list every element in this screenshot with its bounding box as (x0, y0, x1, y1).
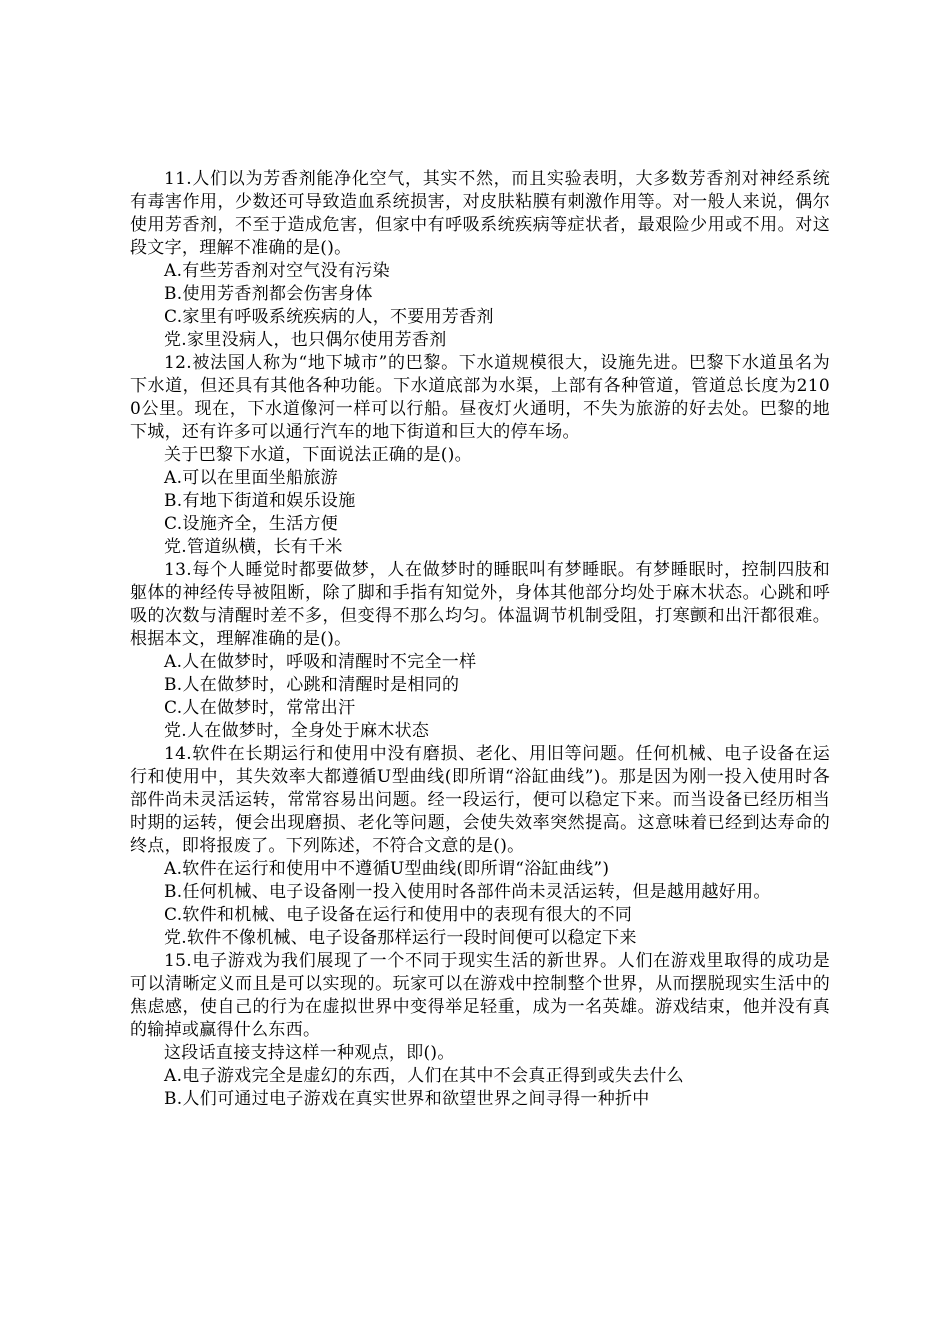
question-14-option-a: A.软件在运行和使用中不遵循U型曲线(即所谓“浴缸曲线”) (164, 859, 610, 879)
question-12-stem: 12.被法国人称为“地下城市”的巴黎。下水道规模很大，设施先进。巴黎下水道虽名为下水道，但还具有其他各种功能。下水道底部为水渠，上部有各种管道，管道总长度为2100公里。现在，下水道像河一样可以行船。昼夜灯火通明，不失为旅游的好去处。巴黎的地下城，还有许多可以通行汽车的地下街道和巨大的停车场。 (130, 353, 830, 442)
question-12-option-c: C.设施齐全，生活方便 (164, 514, 339, 534)
document-body (130, 168, 830, 1111)
question-11-option-d: 党.家里没病人，也只偶尔使用芳香剂 (164, 330, 447, 350)
question-13-option-c: C.人在做梦时，常常出汗 (164, 698, 356, 718)
question-13-option-a: A.人在做梦时，呼吸和清醒时不完全一样 (164, 652, 477, 672)
question-12-option-b: B.有地下街道和娱乐设施 (164, 491, 356, 511)
question-14-option-c: C.软件和机械、电子设备在运行和使用中的表现有很大的不同 (164, 905, 633, 925)
question-11-option-c: C.家里有呼吸系统疾病的人，不要用芳香剂 (164, 307, 494, 327)
question-15-stem: 15.电子游戏为我们展现了一个不同于现实生活的新世界。人们在游戏里取得的成功是可以清晰定义而且是可以实现的。玩家可以在游戏中控制整个世界，从而摆脱现实生活中的焦虑感，使自己的行为在虚拟世界中变得举足轻重，成为一名英雄。游戏结束，他并没有真的输掉或赢得什么东西。 (130, 951, 830, 1040)
question-13-option-b: B.人在做梦时，心跳和清醒时是相同的 (164, 675, 460, 695)
question-14-option-d: 党.软件不像机械、电子设备那样运行一段时间便可以稳定下来 (164, 928, 637, 948)
question-11-option-a: A.有些芳香剂对空气没有污染 (164, 261, 390, 281)
question-15-option-b: B.人们可通过电子游戏在真实世界和欲望世界之间寻得一种折中 (164, 1089, 650, 1109)
question-12-option-d: 党.管道纵横，长有千米 (164, 537, 343, 557)
question-13-stem: 13.每个人睡觉时都要做梦，人在做梦时的睡眠叫有梦睡眠。有梦睡眠时，控制四肢和躯体的神经传导被阻断，除了脚和手指有知觉外，身体其他部分均处于麻木状态。心跳和呼吸的次数与清醒时差不多，但变得不那么均匀。体温调节机制受阻，打寒颤和出汗都很难。根据本文，理解准确的是()。 (130, 560, 830, 649)
question-11-stem: 11.人们以为芳香剂能净化空气，其实不然，而且实验表明，大多数芳香剂对神经系统有毒害作用，少数还可导致造血系统损害，对皮肤粘膜有刺激作用等。对一般人来说，偶尔使用芳香剂，不至于造成危害，但家中有呼吸系统疾病等症状者，最艰险少用或不用。对这段文字，理解不准确的是()。 (130, 169, 830, 258)
question-15-option-a: A.电子游戏完全是虚幻的东西，人们在其中不会真正得到或失去什么 (164, 1066, 684, 1086)
question-12-prompt: 关于巴黎下水道，下面说法正确的是()。 (164, 445, 472, 465)
question-15-prompt: 这段话直接支持这样一种观点，即()。 (164, 1043, 455, 1063)
question-11-option-b: B.使用芳香剂都会伤害身体 (164, 284, 373, 304)
question-14-stem: 14.软件在长期运行和使用中没有磨损、老化、用旧等问题。任何机械、电子设备在运行和使用中，其失效率大都遵循U型曲线(即所谓“浴缸曲线”)。那是因为刚一投入使用时各部件尚未灵活运转，常常容易出问题。经一段运行，便可以稳定下来。而当设备已经历相当时期的运转，便会出现磨损、老化等问题，会使失效率突然提高。这意味着已经到达寿命的终点，即将报废了。下列陈述，不符合文意的是()。 (130, 744, 830, 856)
question-12-option-a: A.可以在里面坐船旅游 (164, 468, 338, 488)
question-13-option-d: 党.人在做梦时，全身处于麻木状态 (164, 721, 430, 741)
question-14-option-b: B.任何机械、电子设备刚一投入使用时各部件尚未灵活运转，但是越用越好用。 (164, 882, 771, 902)
